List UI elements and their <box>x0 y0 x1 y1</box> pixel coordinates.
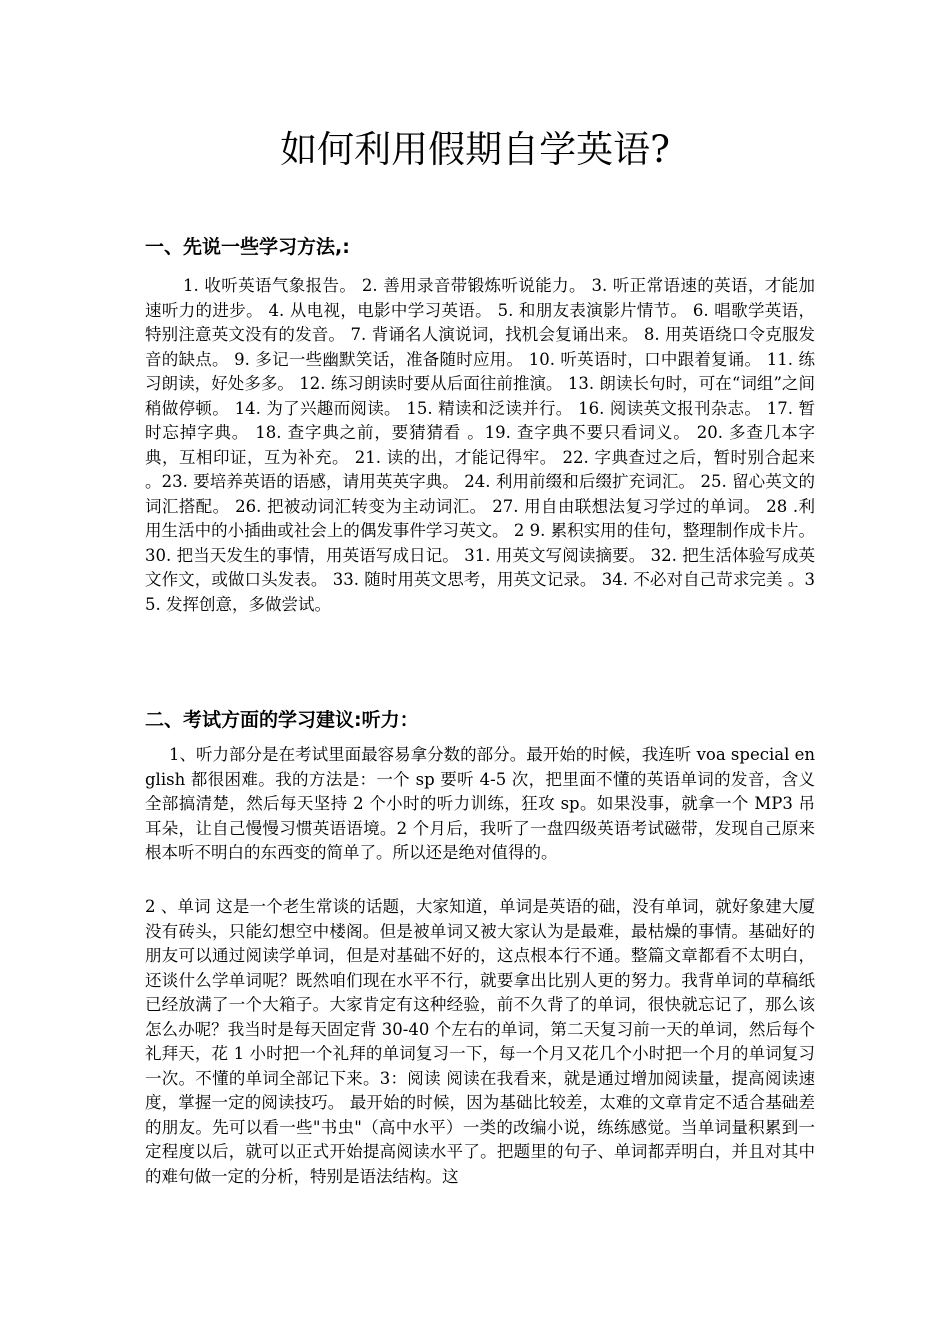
section-heading-exam-advice: 二、考试方面的学习建议:听力： <box>145 709 419 731</box>
methods-list-paragraph: 1. 收听英语气象报告。 2. 善用录音带锻炼听说能力。 3. 听正常语速的英语，才能加速听力的进步。 4. 从电视，电影中学习英语。 5. 和朋友表演影片情节。 6. 唱歌学英语，特别注意英文没有的发音。 7. 背诵名人演说词，找机会复诵出来。 8. 用英语绕口令克服发音的缺点。 9. 多记一些幽默笑话，准备随时应用。 10. 听英语时，口中跟着复诵。 11. 练习朗读，好处多多。 12. 练习朗读时要从后面往前推演。 13. 朗读长句时，可在“词组”之间稍做停顿。 14. 为了兴趣而阅读。 15. 精读和泛读并行。 16. 阅读英文报刊杂志。 17. 暂时忘掉字典。 18. 查字典之前，要猜猜看 。19. 查字典不要只看词义。 20. 多查几本字典，互相印证，互为补充。 21. 读的出，才能记得牢。 22. 字典查过之后，暂时别合起来 。23. 要培养英语的语感，请用英英字典。 24. 利用前缀和后缀扩充词汇。 25. 留心英文的词汇搭配。 26. 把被动词汇转变为主动词汇。 27. 用自由联想法复习学过的单词。 28 .利用生活中的小插曲或社会上的偶发事件学习英文。 2 9. 累积实用的佳句，整理制作成卡片。 30. 把当天发生的事情，用英语写成日记。 31. 用英文写阅读摘要。 32. 把生活体验写成英文作文，或做口头发表。 33. 随时用英文思考，用英文记录。 34. 不必对自己苛求完美 。35. 发挥创意，多做尝试。 <box>145 276 815 614</box>
vocabulary-reading-paragraph: 2 、单词 这是一个老生常谈的话题，大家知道，单词是英语的础，没有单词，就好象建大厦没有砖头，只能幻想空中楼阁。但是被单词又被大家认为是最难，最枯燥的事情。基础好的朋友可以通过阅读学单词，但是对基础不好的，这点根本行不通。整篇文章都看不太明白，还谈什么学单词呢？既然咱们现在水平不行，就要拿出比别人更的努力。我背单词的草稿纸已经放满了一个大箱子。大家肯定有这种经验，前不久背了的单词，很快就忘记了，那么该怎么办呢？我当时是每天固定背 30-40 个左右的单词，第二天复习前一天的单词，然后每个礼拜天，花 1 小时把一个礼拜的单词复习一下，每一个月又花几个小时把一个月的单词复习一次。不懂的单词全部记下来。3：阅读 阅读在我看来，就是通过增加阅读量，提高阅读速度，掌握一定的阅读技巧。 最开始的时候，因为基础比较差，太难的文章肯定不适合基础差的朋友。先可以看一些"书虫"（高中水平）一类的改编小说，练练感觉。当单词量积累到一定程度以后，就可以正式开始提高阅读水平了。把题里的句子、单词都弄明白，并且对其中的难句做一定的分析，特别是语法结构。这 <box>145 897 815 1186</box>
document-title: 如何利用假期自学英语? <box>280 128 670 171</box>
listening-paragraph: 1、听力部分是在考试里面最容易拿分数的部分。最开始的时候，我连听 voa special english 都很困难。我的方法是：一个 sp 要听 4-5 次，把里面不懂的英语单词的发音，含义全部搞清楚，然后每天坚持 2 个小时的听力训练，狂攻 sp。如果没事，就拿一个 MP3 吊耳朵，让自己慢慢习惯英语语境。2 个月后，我听了一盘四级英语考试磁带，发现自己原来根本听不明白的东西变的简单了。所以还是绝对值得的。 <box>145 745 815 862</box>
section-heading-methods: 一、先说一些学习方法,: <box>145 236 350 258</box>
